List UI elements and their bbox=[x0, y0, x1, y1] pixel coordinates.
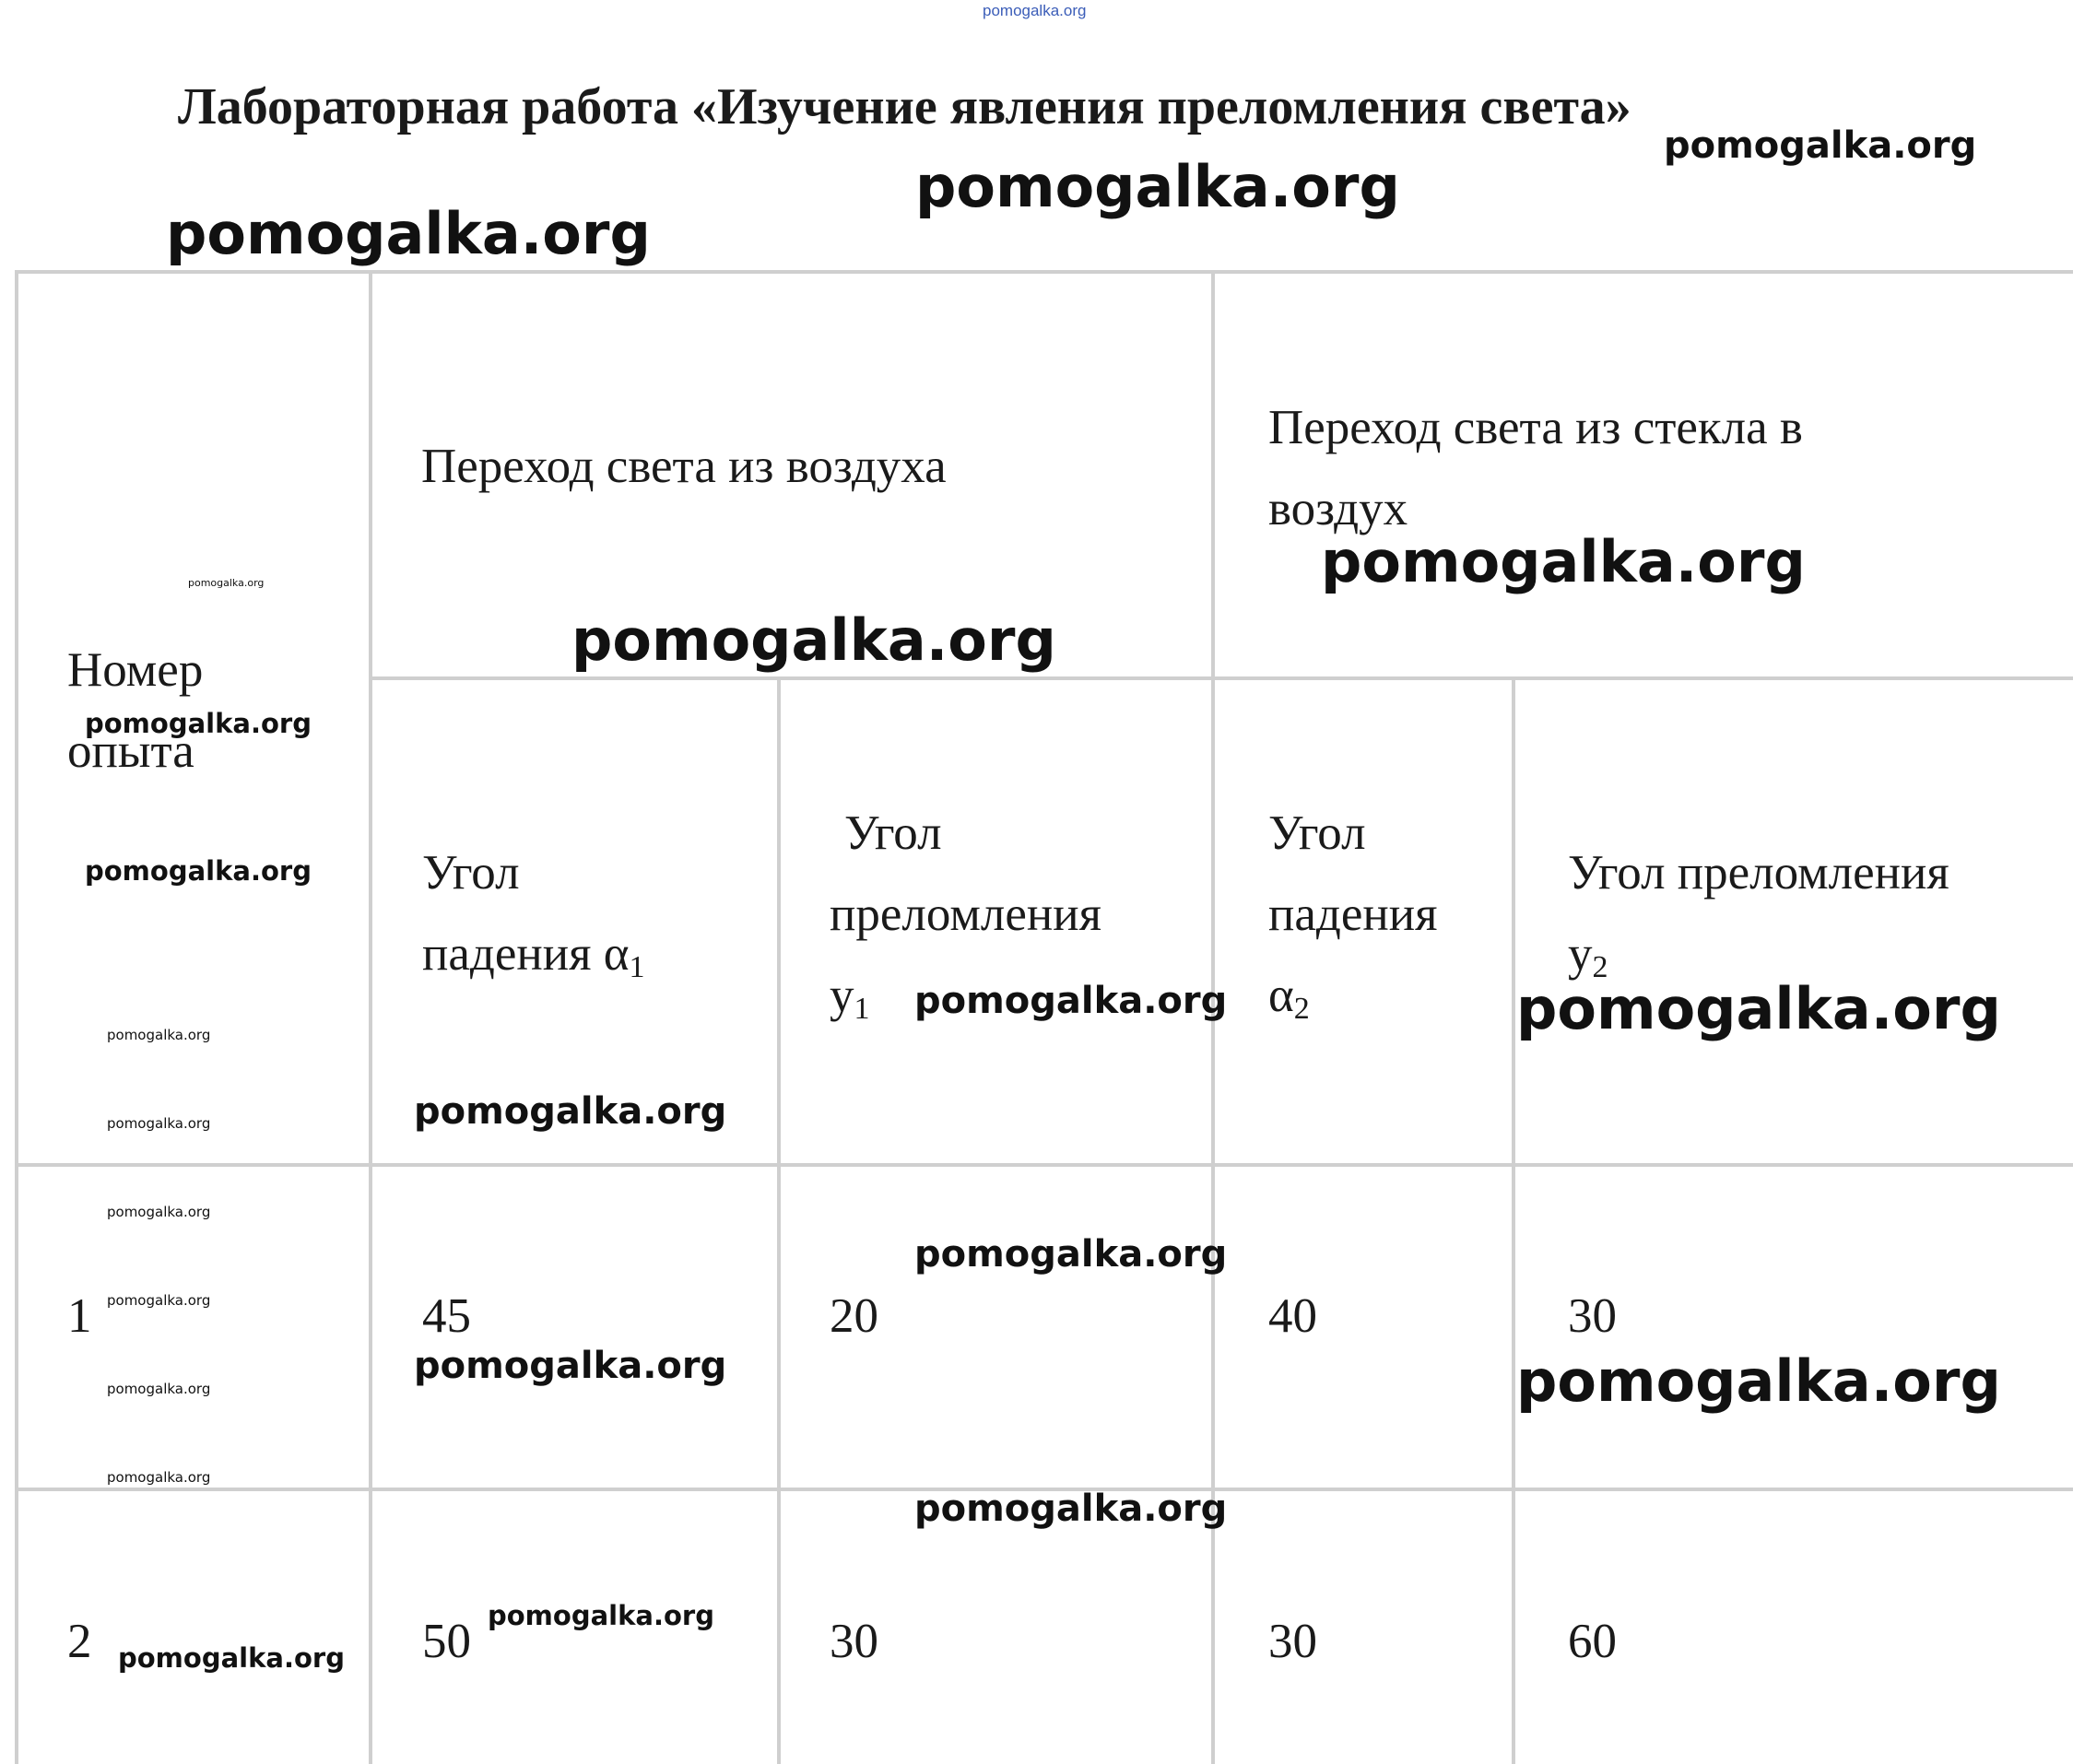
table-divider-header bbox=[15, 1163, 2073, 1167]
watermark: pomogalka.org bbox=[85, 708, 312, 739]
watermark: pomogalka.org bbox=[107, 1204, 211, 1220]
table-col-divider-4 bbox=[1512, 676, 1515, 1764]
table-col-divider-1 bbox=[369, 270, 372, 1764]
header-air-to-glass: Переход света из воздуха bbox=[421, 440, 947, 493]
header-line: воздух bbox=[1268, 482, 1408, 535]
watermark: pomogalka.org bbox=[166, 200, 651, 267]
header-line: падения $\alpha_1$ bbox=[422, 927, 645, 984]
header-line: Угол bbox=[1268, 806, 1366, 860]
watermark: pomogalka.org bbox=[914, 1233, 1228, 1276]
header-incidence-angle-2 bbox=[1268, 793, 1437, 1050]
header-line: Угол bbox=[844, 806, 942, 860]
page-title: Лабораторная работа «Изучение явления преломления света» bbox=[178, 78, 1631, 135]
cell-refraction-angle-2: 30 bbox=[1568, 1289, 1617, 1343]
header-line: Угол bbox=[422, 846, 520, 900]
watermark: pomogalka.org bbox=[118, 1642, 345, 1674]
header-line: падения bbox=[1268, 888, 1438, 941]
cell-refraction-angle-2: 60 bbox=[1568, 1615, 1617, 1668]
header-line: $y_1$ bbox=[830, 969, 870, 1026]
watermark: pomogalka.org bbox=[571, 606, 1056, 674]
watermark: pomogalka.org bbox=[107, 1381, 211, 1397]
cell-refraction-angle-1: 30 bbox=[830, 1615, 878, 1668]
watermark: pomogalka.org bbox=[107, 1292, 211, 1309]
watermark: pomogalka.org bbox=[188, 577, 265, 589]
header-line: $\alpha_2$ bbox=[1268, 969, 1310, 1026]
site-mark: pomogalka.org bbox=[983, 2, 1087, 19]
cell-experiment-number: 2 bbox=[67, 1615, 92, 1668]
header-incidence-angle-1 bbox=[422, 832, 645, 1008]
table-col-divider-2 bbox=[777, 676, 781, 1764]
cell-incidence-angle-1: 50 bbox=[422, 1615, 471, 1668]
watermark: pomogalka.org bbox=[914, 980, 1228, 1022]
watermark: pomogalka.org bbox=[1321, 528, 1806, 595]
table-border-left bbox=[15, 270, 18, 1764]
watermark: pomogalka.org bbox=[414, 1090, 727, 1133]
watermark: pomogalka.org bbox=[914, 1488, 1228, 1530]
watermark: pomogalka.org bbox=[1516, 975, 2001, 1042]
table-border-top bbox=[15, 270, 2073, 274]
header-line: Номер bbox=[67, 643, 204, 697]
table-divider-group bbox=[369, 676, 2073, 680]
cell-incidence-angle-1: 45 bbox=[422, 1289, 471, 1343]
watermark: pomogalka.org bbox=[488, 1600, 714, 1631]
header-glass-to-air bbox=[1268, 387, 1803, 549]
watermark: pomogalka.org bbox=[107, 1115, 211, 1132]
watermark: pomogalka.org bbox=[107, 1469, 211, 1486]
cell-incidence-angle-2: 30 bbox=[1268, 1615, 1317, 1668]
watermark: pomogalka.org bbox=[1516, 1347, 2001, 1415]
header-line: $y_2$ bbox=[1568, 927, 1608, 984]
cell-refraction-angle-1: 20 bbox=[830, 1289, 878, 1343]
watermark: pomogalka.org bbox=[414, 1345, 727, 1387]
header-line: опыта bbox=[67, 724, 194, 778]
watermark: pomogalka.org bbox=[915, 153, 1400, 220]
header-line: Переход света из стекла в bbox=[1268, 401, 1803, 454]
header-line: преломления bbox=[830, 888, 1101, 941]
header-line: Угол преломления bbox=[1568, 846, 1949, 900]
watermark: pomogalka.org bbox=[107, 1027, 211, 1043]
watermark: pomogalka.org bbox=[1664, 124, 1977, 167]
cell-experiment-number: 1 bbox=[67, 1289, 92, 1343]
cell-incidence-angle-2: 40 bbox=[1268, 1289, 1317, 1343]
watermark: pomogalka.org bbox=[85, 855, 312, 887]
